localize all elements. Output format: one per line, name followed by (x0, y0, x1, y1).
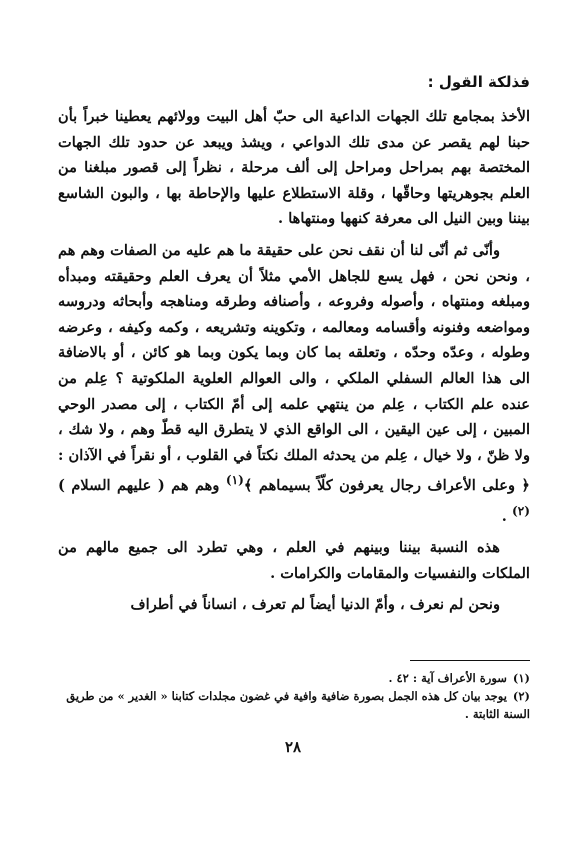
footnote-2-text: يوجد بيان كل هذه الجمل بصورة ضافية وافية في غضون مجلدات كتابنا « الغدير » من طريق السنة الثابتة . (66, 689, 530, 721)
footnote-ref-1: (١) (225, 473, 244, 488)
footnote-ref-2: (٢) (511, 503, 530, 518)
paragraph-1: الأخذ بمجامع تلك الجهات الداعية الى حبّ أهل البيت وولائهم يعطينا خبراً بأن حبنا لهم يقصر عن مدى تلك الدواعي ، ويشذ ويبعد عن حدود تلك الجهات المختصة بهم بمراحل ومراحل إلى ألف مرحلة ، نظراً إلى قصور مبلغنا من العلم بجوهريتها وحاقّها ، وقلة الاستطلاع عليها والإحاطة بها ، والبون الشاسع بيننا وبين النيل الى معرفة كنهها ومنتهاها . (58, 108, 530, 228)
page-number: ٢٨ (284, 738, 302, 756)
after-quote-text: وهم هم ( عليهم السلام ) (58, 477, 220, 495)
footnote-divider (410, 660, 530, 661)
footnote-1-number: (١) (512, 671, 530, 685)
paragraph-4: ونحن لم نعرف ، وأمّ الدنيا أيضاً لم تعرف ، انساناً في أطراف (130, 596, 500, 614)
section-heading: فذلكة القول : (427, 73, 530, 91)
footnote-2 (58, 687, 530, 723)
page-body (58, 70, 530, 624)
paragraph-2: وأنّى ثم أنّى لنا أن نقف نحن على حقيقة ما هم عليه من الصفات وهم هم ، ونحن نحن ، فهل يسع للجاهل الأمي مثلاً أن يعرف العلم وحقيقته ومبدأه ومبلغه ومنتهاه ، وأصوله وفروعه ، وأصنافه وطرقه ومناهجه وأبحاثه ودروسه ومواضعه وفنونه وأقسامه ومعالمه ، وتكوينه وتشريعه ، وكمه وكيفه ، وعرضه وطوله ، وعدّه وحدّه ، وتعلقه بما كان وبما يكون وبما هو كائن ، أو بالاضافة الى هذا العالم السفلي الملكي ، والى العوالم العلوية الملكوتية ؟ عِلم من عنده علم الكتاب ، عِلم من ينتهي علمه إلى أمّ الكتاب ، إلى مصدر الوحي المبين ، إلى عين اليقين ، الى الواقع الذي لا يتطرق اليه قطّ وهم ، ولا شك ، ولا ظنّ ، ولا خيال ، عِلم من يحدثه الملك نكتاً في القلوب ، أو نقراً في الآذان : ﴿ وعلى الأعراف رجال يعرفون كلّاً بسيماهم ﴾$^{(١)}$ وهم هم ( عليهم السلام )$^{(٢)}$ . (58, 241, 530, 525)
footnotes (58, 660, 530, 723)
footnote-1-text: سورة الأعراف آية : ٤٢ . (388, 671, 507, 685)
paragraph-2-text: وأنّى ثم أنّى لنا أن نقف نحن على حقيقة ما هم عليه من الصفات وهم هم ، ونحن نحن ، فهل يسع للجاهل الأمي مثلاً أن يعرف العلم وحقيقته ومبدأه ومبلغه ومنتهاه ، وأصوله وفروعه ، وأصنافه وطرقه ومناهجه وأبحاثه ودروسه ومواضعه وفنونه وأقسامه ومعالمه ، وتكوينه وتشريعه ، وكمه وكيفه ، وعرضه وطوله ، وعدّه وحدّه ، وتعلقه بما كان وبما يكون وبما هو كائن ، أو بالاضافة الى هذا العالم السفلي الملكي ، والى العوالم العلوية الملكوتية ؟ عِلم من عنده علم الكتاب ، عِلم من ينتهي علمه إلى أمّ الكتاب ، إلى مصدر الوحي المبين ، إلى عين اليقين ، الى الواقع الذي لا يتطرق اليه قطّ وهم ، ولا شك ، ولا ظنّ ، ولا خيال ، عِلم من يحدثه الملك نكتاً في القلوب ، أو نقراً في الآذان : (58, 241, 530, 464)
footnote-2-number: (٢) (512, 689, 530, 703)
quran-quote: ﴿ وعلى الأعراف رجال يعرفون كلّاً بسيماهم ﴾ (243, 477, 530, 495)
footnote-1 (58, 669, 530, 687)
paragraph-3: هذه النسبة بيننا وبينهم في العلم ، وهي تطرد الى جميع مالهم من الملكات والنفسيات والمقامات والكرامات . (58, 539, 530, 582)
